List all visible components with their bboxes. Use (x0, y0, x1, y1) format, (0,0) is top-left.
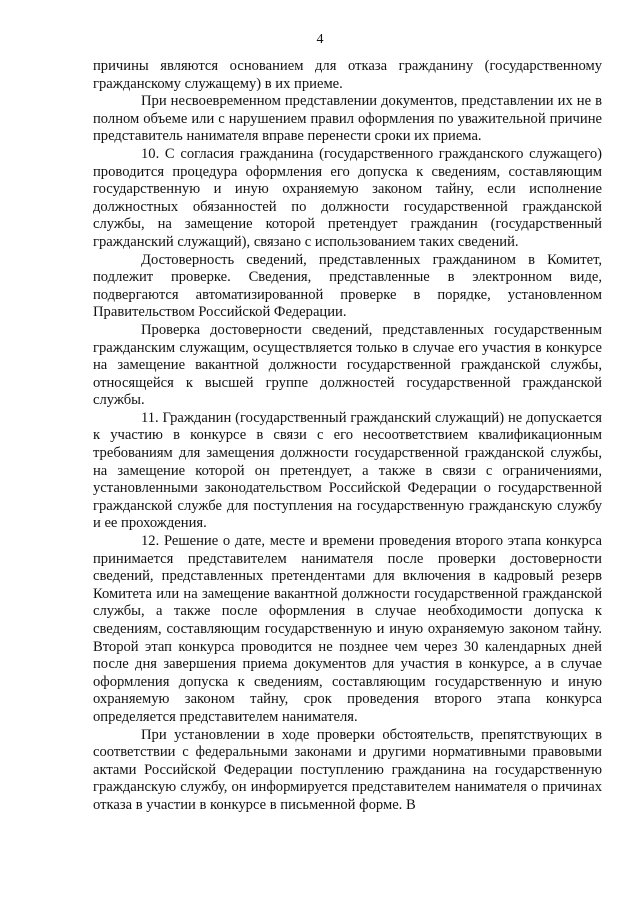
paragraph-continuation: причины являются основанием для отказа гражданину (государственному гражданскому служащему) в их приеме. (93, 58, 602, 92)
page-number: 4 (316, 32, 324, 47)
paragraph-late-submission: При несвоевременном представлении документов, представлении их не в полном объеме или с нарушением правил оформления по уважительной причине представитель нанимателя вправе перенести сроки их приема. (93, 93, 602, 145)
paragraph-item-12: 12. Решение о дате, месте и времени проведения второго этапа конкурса принимается представителем нанимателя после проверки достоверности сведений, представленных претендентами для включения в кадровый резерв Комитета или на замещение вакантной должности государственной гражданской службы, а также после оформления в случае необходимости допуска к сведениям, составляющим государственную и иную охраняемую законом тайну. Второй этап конкурса проводится не позднее чем через 30 календарных дней после дня завершения приема документов для участия в конкурсе, а в случае оформления допуска к сведениям, составляющим государственную и иную охраняемую законом тайну, срок проведения второго этапа конкурса определяется представителем нанимателя. (93, 533, 602, 725)
paragraph-refusal: При установлении в ходе проверки обстоятельств, препятствующих в соответствии с федеральными законами и другими нормативными правовыми актами Российской Федерации поступлению гражданина на государственную гражданскую службу, он информируется представителем нанимателя о причинах отказа в участии в конкурсе в письменной форме. В (93, 726, 602, 813)
paragraph-verification: Достоверность сведений, представленных гражданином в Комитет, подлежит проверке. Сведения, представленные в электронном виде, подвергаются автоматизированной проверке в порядке, установленном Правительством Российской Федерации. (93, 251, 602, 321)
document-body (93, 58, 602, 815)
paragraph-verification-servants: Проверка достоверности сведений, представленных государственным гражданским служащим, осуществляется только в случае его участия в конкурсе на замещение вакантной должности государственной гражданской службы, относящейся к высшей группе должностей государственной гражданской службы. (93, 321, 602, 409)
paragraph-item-10: 10. С согласия гражданина (государственного гражданского служащего) проводится процедура оформления его допуска к сведениям, составляющим государственную и иную охраняемую законом тайну, если исполнение должностных обязанностей по должности государственной гражданской службы, на замещение которой претендует гражданин (государственный гражданский служащий), связано с использованием таких сведений. (93, 145, 602, 250)
paragraph-item-11: 11. Гражданин (государственный гражданский служащий) не допускается к участию в конкурсе в связи с его несоответствием квалификационным требованиям для замещения должности государственной гражданской службы, на замещение которой он претендует, а также в связи с ограничениями, установленными законодательством Российской Федерации о государственной гражданской службе для поступления на государственную гражданскую службу и ее прохождения. (93, 409, 602, 532)
